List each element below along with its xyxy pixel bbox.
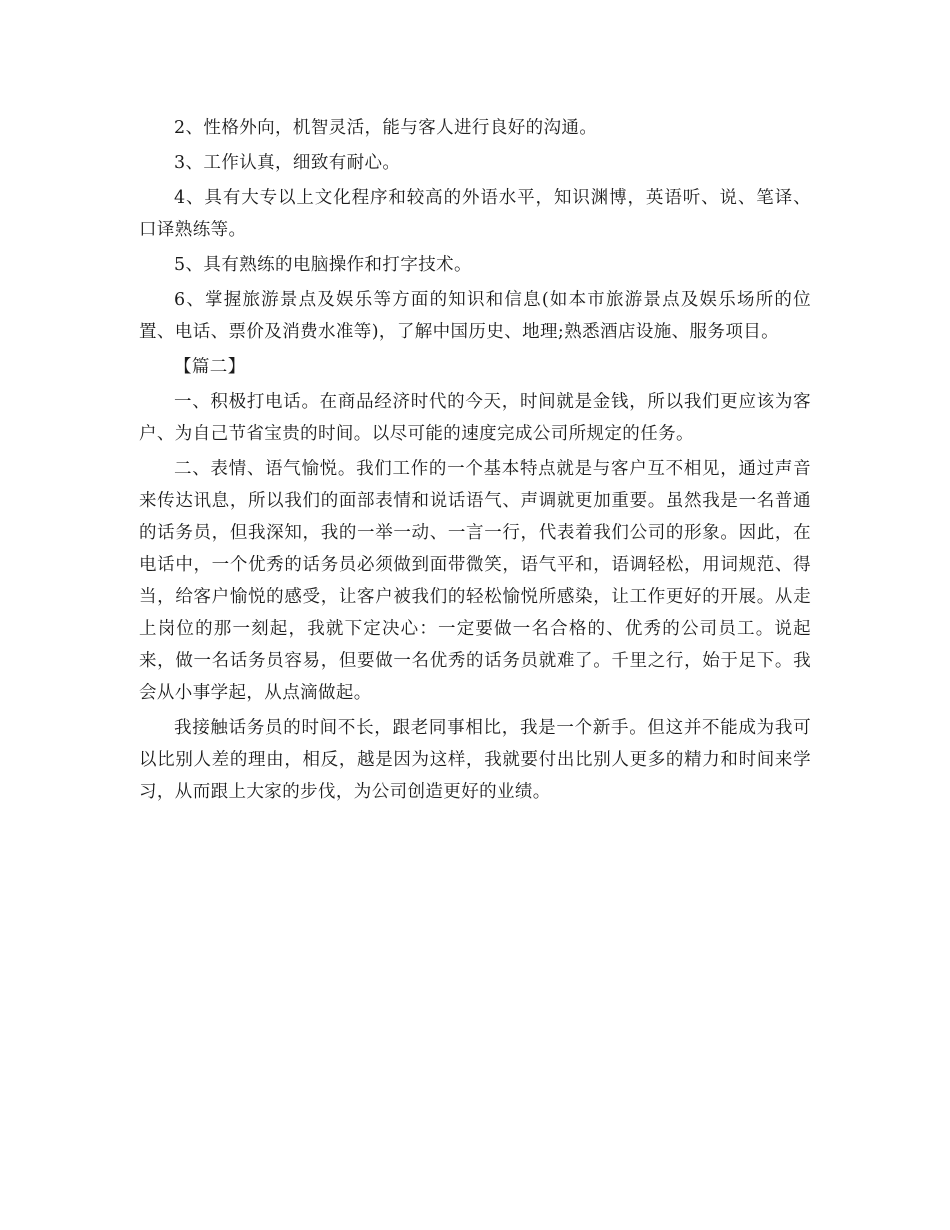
section-heading: 【篇二】 — [174, 357, 246, 377]
requirement-item-3: 3、工作认真，细致有耐心。 — [174, 153, 401, 173]
requirement-item-4: 4、具有大专以上文化程序和较高的外语水平，知识渊博，英语听、说、笔译、口译熟练等。 — [139, 188, 811, 240]
requirement-item-5: 5、具有熟练的电脑操作和打字技术。 — [174, 255, 472, 275]
body-paragraph-3: 我接触话务员的时间不长，跟老同事相比，我是一个新手。但这并不能成为我可以比别人差的理由，相反，越是因为这样，我就要付出比别人更多的精力和时间来学习，从而跟上大家的步伐，为公司创造更好的业绩。 — [139, 718, 811, 802]
requirement-item-6: 6、掌握旅游景点及娱乐等方面的知识和信息(如本市旅游景点及娱乐场所的位置、电话、票价及消费水准等)，了解中国历史、地理;熟悉酒店设施、服务项目。 — [139, 290, 811, 342]
requirement-item-2: 2、性格外向，机智灵活，能与客人进行良好的沟通。 — [174, 118, 598, 138]
body-paragraph-1: 一、积极打电话。在商品经济时代的今天，时间就是金钱，所以我们更应该为客户、为自己节省宝贵的时间。以尽可能的速度完成公司所规定的任务。 — [139, 392, 811, 444]
document-body — [139, 112, 811, 811]
body-paragraph-2: 二、表情、语气愉悦。我们工作的一个基本特点就是与客户互不相见，通过声音来传达讯息，所以我们的面部表情和说话语气、声调就更加重要。虽然我是一名普通的话务员，但我深知，我的一举一动、一言一行，代表着我们公司的形象。因此，在电话中，一个优秀的话务员必须做到面带微笑，语气平和，语调轻松，用词规范、得当，给客户愉悦的感受，让客户被我们的轻松愉悦所感染，让工作更好的开展。从走上岗位的那一刻起，我就下定决心：一定要做一名合格的、优秀的公司员工。说起来，做一名话务员容易，但要做一名优秀的话务员就难了。千里之行，始于足下。我会从小事学起，从点滴做起。 — [139, 459, 811, 703]
